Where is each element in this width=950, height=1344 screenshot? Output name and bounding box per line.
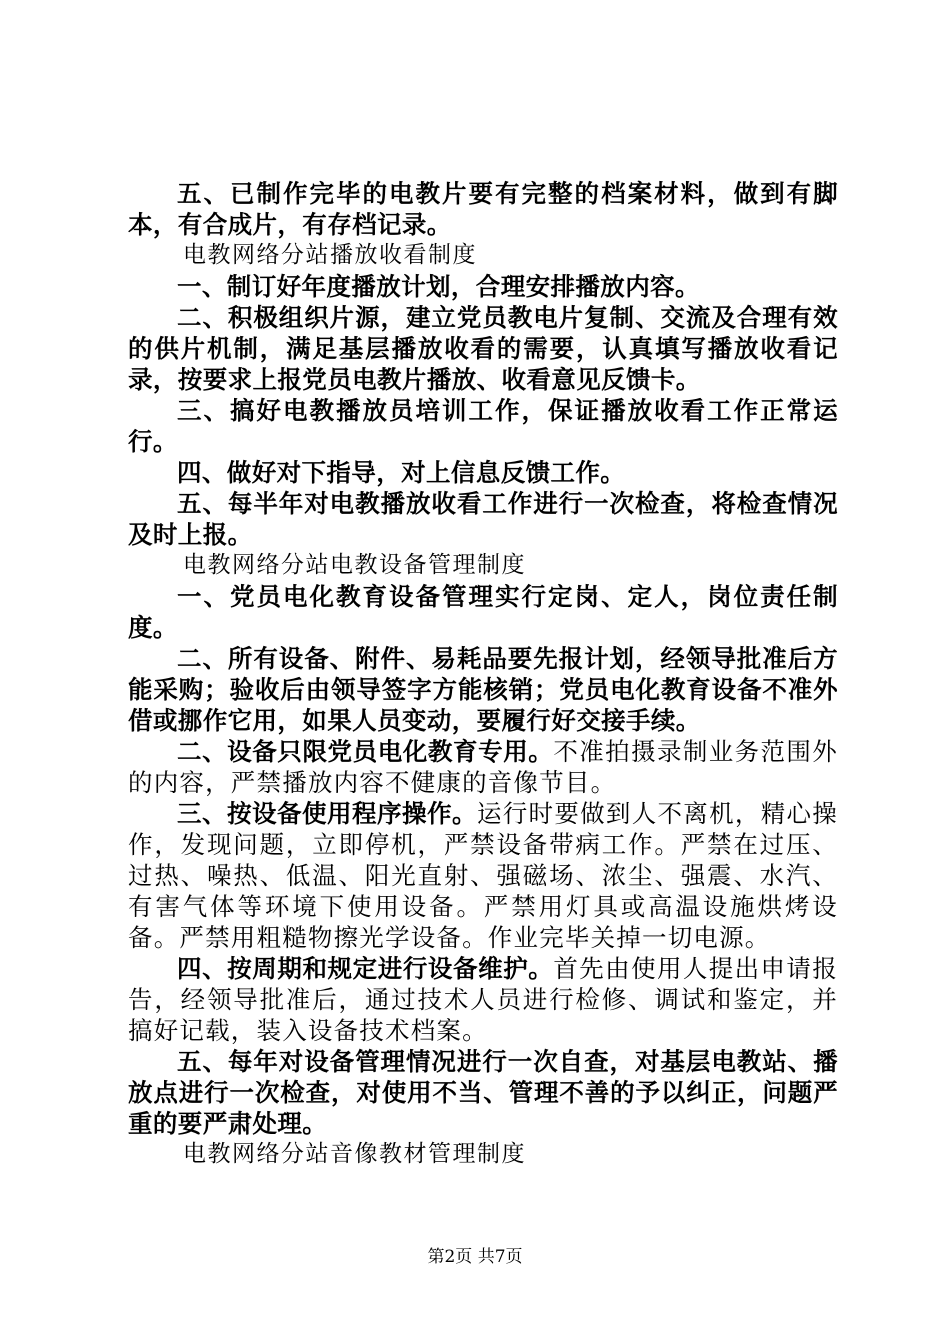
paragraph: 二、所有设备、附件、易耗品要先报计划，经领导批准后方能采购；验收后由领导签字方能核销；党员电化教育设备不准外借或挪作它用，如果人员变动，要履行好交接手续。 — [128, 644, 838, 735]
document-body — [128, 178, 838, 1170]
paragraph: 五、每年对设备管理情况进行一次自查，对基层电教站、播放点进行一次检查，对使用不当、管理不善的予以纠正，问题严重的要严肃处理。 — [128, 1047, 838, 1138]
paragraph-lead: 三、按设备使用程序操作。 — [177, 799, 477, 828]
section-heading: 电教网络分站播放收看制度 — [183, 242, 477, 268]
paragraph — [128, 798, 838, 953]
paragraph-rest: 不准拍摄录制业务范围外的内容，严禁播放内容不健康的音像节目。 — [128, 737, 839, 797]
paragraph — [128, 953, 838, 1046]
page-footer: 第2页 共7页 — [427, 1247, 523, 1267]
paragraph-lead: 四、按周期和规定进行设备维护。 — [177, 954, 554, 983]
section-heading: 电教网络分站音像教材管理制度 — [183, 1141, 526, 1167]
paragraph: 一、党员电化教育设备管理实行定岗、定人，岗位责任制度。 — [128, 582, 838, 642]
paragraph — [128, 736, 838, 798]
paragraph: 三、搞好电教播放员培训工作，保证播放收看工作正常运行。 — [128, 396, 838, 456]
paragraph: 五、每半年对电教播放收看工作进行一次检查，将检查情况及时上报。 — [128, 489, 838, 549]
section-heading: 电教网络分站电教设备管理制度 — [183, 552, 526, 578]
paragraph: 四、做好对下指导，对上信息反馈工作。 — [177, 458, 626, 487]
paragraph: 一、制订好年度播放计划，合理安排播放内容。 — [177, 272, 700, 301]
paragraph-rest: 运行时要做到人不离机，精心操作，发现问题，立即停机，严禁设备带病工作。严禁在过压、过热、噪热、低温、阳光直射、强磁场、浓尘、强震、水汽、有害气体等环境下使用设备。严禁用灯具或高温设施烘烤设备。严禁用粗糙物擦光学设备。作业完毕关掉一切电源。 — [128, 799, 838, 952]
paragraph: 二、积极组织片源，建立党员教电片复制、交流及合理有效的供片机制，满足基层播放收看的需要，认真填写播放收看记录，按要求上报党员电教片播放、收看意见反馈卡。 — [128, 303, 838, 394]
paragraph-lead: 二、设备只限党员电化教育专用。 — [177, 737, 554, 766]
paragraph: 五、已制作完毕的电教片要有完整的档案材料，做到有脚本，有合成片，有存档记录。 — [128, 179, 838, 239]
paragraph-rest: 首先由使用人提出申请报告，经领导批准后，通过技术人员进行检修、调试和鉴定，并搞好记载，装入设备技术档案。 — [128, 954, 839, 1045]
